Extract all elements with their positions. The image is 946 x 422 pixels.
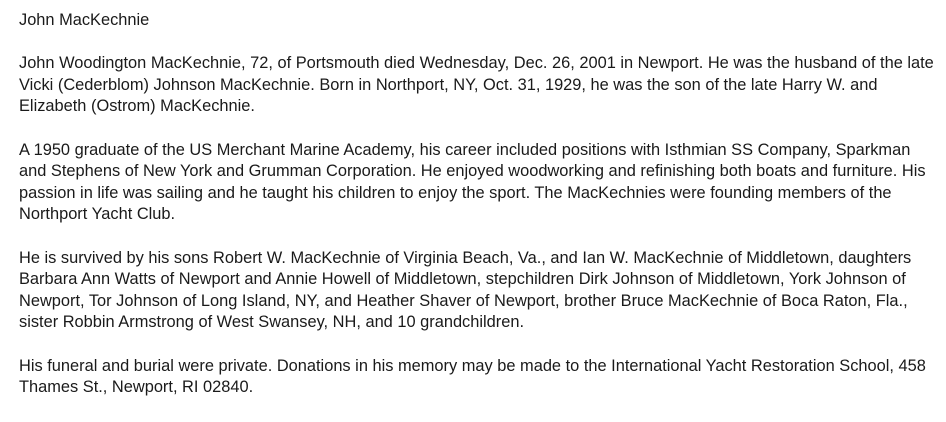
obituary-paragraph-survivors: He is survived by his sons Robert W. MacKechnie of Virginia Beach, Va., and Ian W. MacKechnie of Middletown, daughters Barbara Ann Watts of Newport and Annie Howell of Middletown, stepchildren Dirk Johnson of Middletown, York Johnson of Newport, Tor Johnson of Long Island, NY, and Heather Shaver of Newport, brother Bruce MacKechnie of Boca Raton, Fla., sister Robbin Armstrong of West Swansey, NH, and 10 grandchildren.	[19, 248, 912, 332]
obituary-paragraph-services: His funeral and burial were private. Donations in his memory may be made to the International Yacht Restoration School, 458 Thames St., Newport, RI 02840.	[19, 356, 926, 397]
obituary-document	[19, 10, 934, 399]
obituary-title: John MacKechnie	[19, 11, 150, 29]
obituary-paragraph-career: A 1950 graduate of the US Merchant Marine Academy, his career included positions with Isthmian SS Company, Sparkman and Stephens of New York and Grumman Corporation. He enjoyed woodworking and refinishing both boats and furniture. His passion in life was sailing and he taught his children to enjoy the sport. The MacKechnies were founding members of the Northport Yacht Club.	[19, 140, 926, 224]
obituary-paragraph-death-notice: John Woodington MacKechnie, 72, of Portsmouth died Wednesday, Dec. 26, 2001 in Newport. He was the husband of the late Vicki (Cederblom) Johnson MacKechnie. Born in Northport, NY, Oct. 31, 1929, he was the son of the late Harry W. and Elizabeth (Ostrom) MacKechnie.	[19, 54, 934, 116]
